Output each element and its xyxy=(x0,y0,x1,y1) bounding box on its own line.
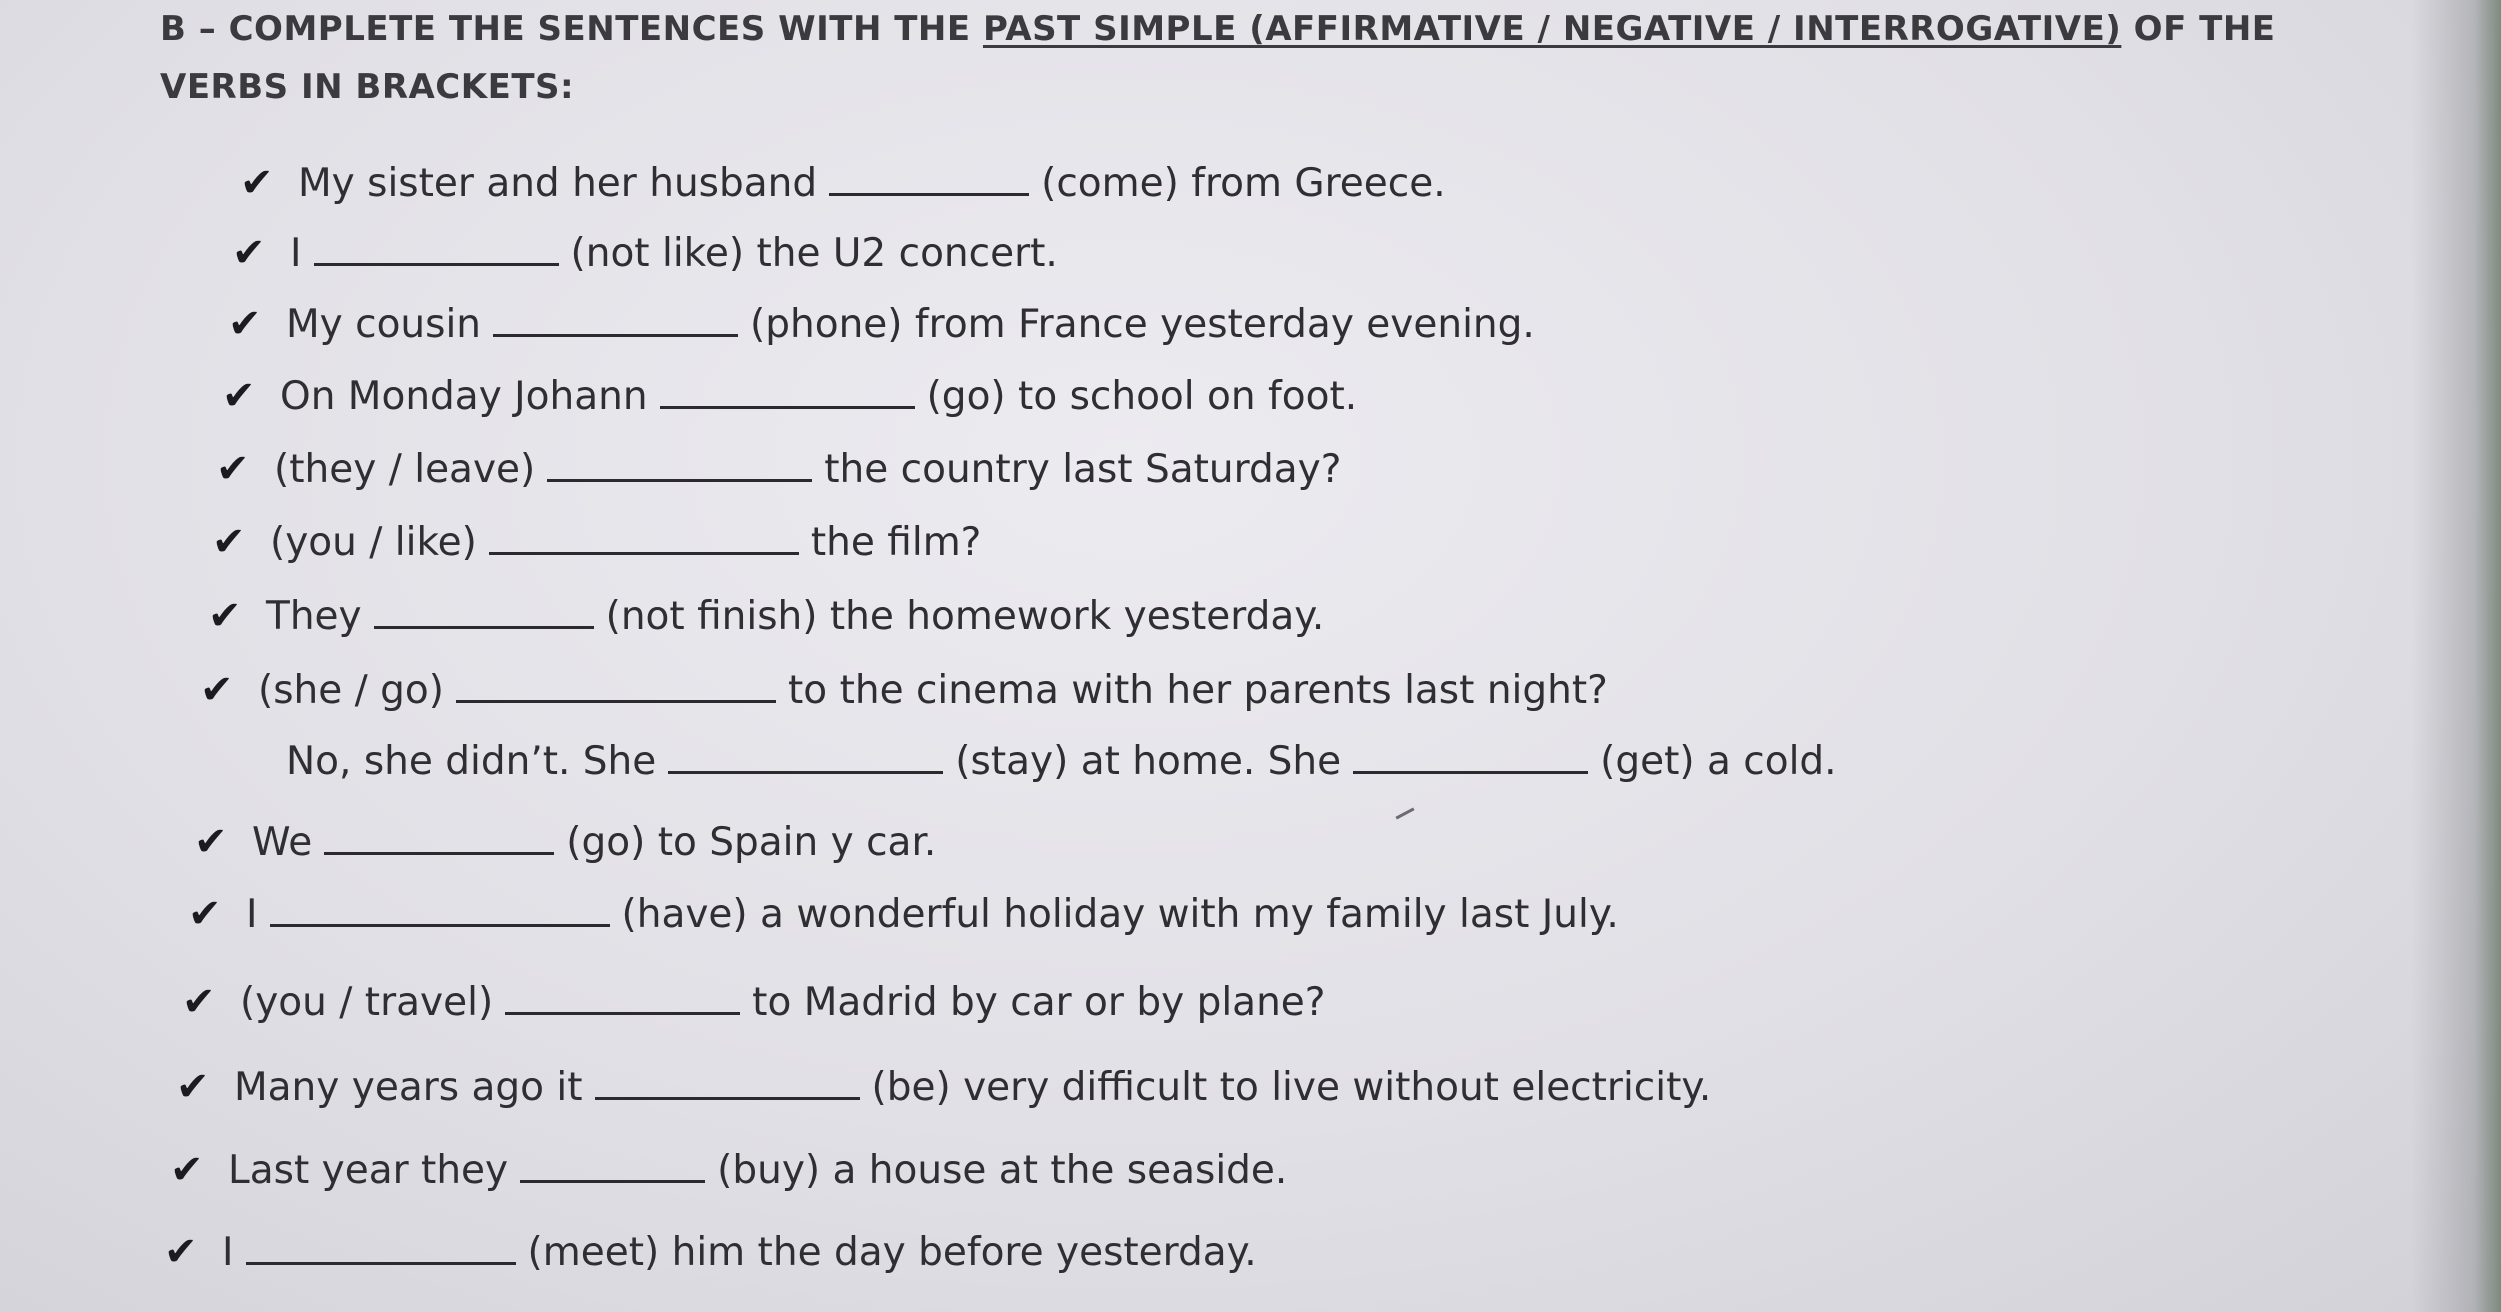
sentence-text-after: the country last Saturday? xyxy=(824,447,1342,492)
check-icon: ✔ xyxy=(176,1064,210,1110)
sentence-7 xyxy=(208,592,1324,641)
sentence-text-middle: (stay) at home. She xyxy=(955,739,1342,784)
check-icon: ✔ xyxy=(170,1147,204,1193)
sentence-text-before: On Monday Johann xyxy=(280,374,648,419)
sentence-text-after: (phone) from France yesterday evening. xyxy=(750,302,1535,347)
sentence-text-after: (not like) the U2 concert. xyxy=(570,231,1058,276)
sentence-8 xyxy=(200,666,1608,715)
answer-blank[interactable] xyxy=(1353,741,1588,774)
check-icon: ✔ xyxy=(188,891,222,937)
sentence-3 xyxy=(228,300,1535,349)
sentence-1 xyxy=(240,159,1446,208)
answer-blank[interactable] xyxy=(829,163,1029,196)
sentence-text-after: (come) from Greece. xyxy=(1041,161,1446,206)
sentence-5 xyxy=(216,445,1341,494)
sentence-15 xyxy=(164,1228,1257,1277)
sentence-9-answer xyxy=(286,738,1837,786)
check-icon: ✔ xyxy=(232,230,266,276)
sentence-text-before: No, she didn’t. She xyxy=(286,739,657,784)
sentence-11 xyxy=(188,890,1619,939)
sentence-2 xyxy=(232,229,1058,278)
sentence-text-after: (go) to school on foot. xyxy=(926,374,1358,419)
check-icon: ✔ xyxy=(182,979,216,1025)
sentence-text-before: I xyxy=(246,892,258,937)
answer-blank[interactable] xyxy=(595,1067,860,1100)
sentence-6 xyxy=(212,518,981,567)
sentence-text-before: We xyxy=(252,820,313,865)
sentence-text-after: (not finish) the homework yesterday. xyxy=(605,594,1325,639)
answer-blank[interactable] xyxy=(493,304,738,337)
answer-blank[interactable] xyxy=(520,1150,705,1183)
heading-prefix: B – COMPLETE THE SENTENCES WITH THE xyxy=(160,9,983,49)
check-icon: ✔ xyxy=(228,301,262,347)
sentence-13 xyxy=(176,1063,1711,1112)
sentence-text-before: My cousin xyxy=(286,302,482,347)
sentence-text-after: (go) to Spain y car. xyxy=(566,820,937,865)
answer-blank[interactable] xyxy=(668,741,943,774)
sentence-text-before: (you / like) xyxy=(270,520,477,565)
sentence-text-before: I xyxy=(222,1230,234,1275)
check-icon: ✔ xyxy=(216,446,250,492)
exercise-heading xyxy=(160,0,2310,116)
sentence-text-before: (you / travel) xyxy=(240,980,494,1025)
sentence-text-before: Many years ago it xyxy=(234,1065,583,1110)
answer-blank[interactable] xyxy=(505,982,740,1015)
answer-blank[interactable] xyxy=(374,596,594,629)
sentence-text-before: Last year they xyxy=(228,1148,509,1193)
sentence-text-before: I xyxy=(290,231,302,276)
sentence-14 xyxy=(170,1146,1287,1195)
check-icon: ✔ xyxy=(164,1229,198,1275)
page-edge-shadow xyxy=(2411,0,2501,1312)
check-icon: ✔ xyxy=(212,519,246,565)
heading-line-2: VERBS IN BRACKETS: xyxy=(160,67,575,107)
answer-blank[interactable] xyxy=(489,522,799,555)
answer-blank[interactable] xyxy=(270,894,610,927)
answer-blank[interactable] xyxy=(314,233,559,266)
sentence-12 xyxy=(182,978,1325,1027)
check-icon: ✔ xyxy=(200,667,234,713)
sentence-text-after: to the cinema with her parents last night? xyxy=(788,668,1608,713)
check-icon: ✔ xyxy=(222,373,256,419)
heading-underlined-tense: PAST SIMPLE (AFFIRMATIVE / NEGATIVE / INTERROGATIVE) xyxy=(982,9,2122,49)
sentence-10 xyxy=(194,818,936,867)
heading-suffix: OF THE xyxy=(2121,9,2276,49)
check-icon: ✔ xyxy=(208,593,242,639)
check-icon: ✔ xyxy=(240,160,274,206)
answer-blank[interactable] xyxy=(246,1232,516,1265)
sentence-text-after: (have) a wonderful holiday with my family last July. xyxy=(621,892,1619,937)
sentence-text-after: (buy) a house at the seaside. xyxy=(717,1148,1288,1193)
sentence-4 xyxy=(222,372,1357,421)
sentence-text-after: the film? xyxy=(810,520,982,565)
sentence-text-before: (she / go) xyxy=(258,668,445,713)
sentence-text-after: to Madrid by car or by plane? xyxy=(752,980,1326,1025)
sentence-text-after: (meet) him the day before yesterday. xyxy=(527,1230,1257,1275)
sentence-text-before: My sister and her husband xyxy=(298,161,818,206)
heading-line-1 xyxy=(160,0,2310,58)
answer-blank[interactable] xyxy=(547,449,812,482)
answer-blank[interactable] xyxy=(456,670,776,703)
sentence-text-before: (they / leave) xyxy=(274,447,536,492)
check-icon: ✔ xyxy=(194,819,228,865)
answer-blank[interactable] xyxy=(660,376,915,409)
sentence-text-after: (get) a cold. xyxy=(1600,739,1837,784)
sentence-text-before: They xyxy=(266,594,362,639)
sentence-text-after: (be) very difficult to live without electricity. xyxy=(871,1065,1712,1110)
pencil-mark xyxy=(1395,807,1414,819)
answer-blank[interactable] xyxy=(324,822,554,855)
